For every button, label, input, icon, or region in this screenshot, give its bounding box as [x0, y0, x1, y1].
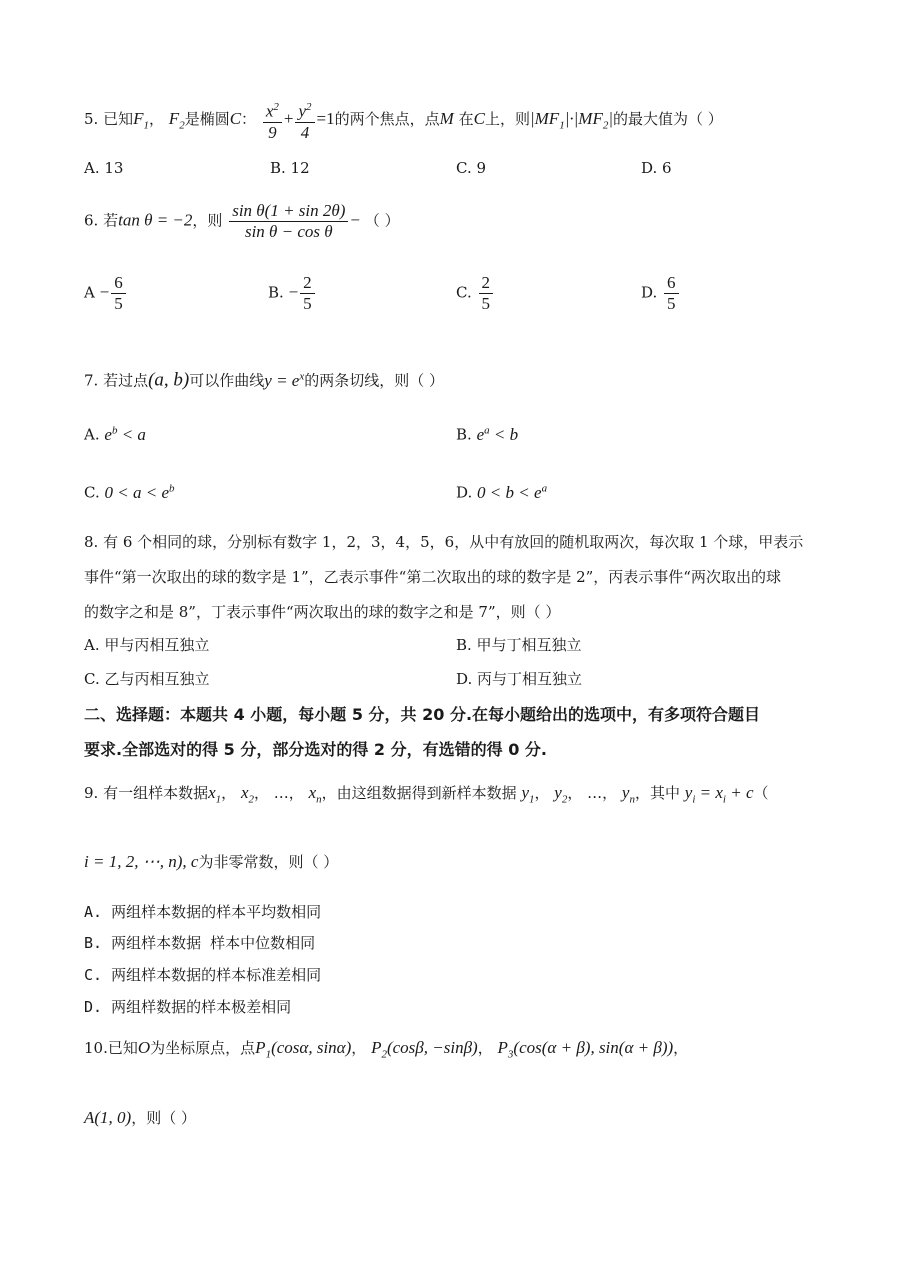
question-10-cont: A(1, 0)，则（ ）	[84, 1108, 196, 1127]
question-9: 9. 有一组样本数据$x_1$， $x_2$， …， $x_n$，由这组数据得到新样本数据 $y_1$， $y_2$， …， $y_n$，其中 $y_i = x_i + c$（	[84, 783, 769, 806]
q8-option-d: D. 丙与丁相互独立	[456, 670, 583, 688]
q5-option-b: B. 12	[270, 159, 310, 177]
q8-line-2: 事件“第一次取出的球的数字是 1”，乙表示事件“第二次取出的球的数字是 2”，丙表示事件“两次取出的球	[84, 568, 781, 586]
formula-q7b: $e^a < b$	[476, 424, 519, 444]
formula-o: O	[137, 1038, 151, 1057]
formula-neg-6-5: $\frac{6}{5}$	[111, 274, 126, 313]
formula-q7c: $0 < a < e^b$	[104, 482, 175, 502]
question-9-cont: i = 1, 2, ⋯, n), c为非零常数，则（ ）	[84, 852, 339, 871]
formula-x2: $x_2$	[240, 783, 254, 806]
q8-line-3: 的数字之和是 8”，丁表示事件“两次取出的球的数字之和是 7”，则（ ）	[84, 603, 561, 621]
formula-curve: $y = e^x$	[264, 370, 305, 390]
formula-point-ab: (a, b)	[148, 369, 190, 391]
q9-option-b: B. 两组样本数据 样本中位数相同	[84, 934, 316, 952]
q9-option-a: A. 两组样本数据的样本平均数相同	[84, 903, 322, 921]
formula-y1: $y_1$	[521, 783, 535, 806]
q7-option-c: C. $0 < a < e^b$	[84, 482, 175, 502]
formula-tan: tan θ = −2	[118, 210, 193, 230]
formula-ellipse-x: $\frac{x^2}{9}$	[263, 98, 282, 142]
q6-option-b: B. − $\frac{2}{5}$	[268, 274, 317, 313]
q8-option-a: A. 甲与丙相互独立	[84, 636, 210, 654]
formula-2-5: $\frac{2}{5}$	[479, 274, 494, 313]
formula-yi: $y_i = x_i + c$	[684, 783, 754, 806]
formula-p2: $P_2(\cos\beta$, −sinβ)	[371, 1038, 478, 1061]
q8-option-b: B. 甲与丁相互独立	[456, 636, 582, 654]
formula-product: $|MF_1|\cdot|MF_2|$	[529, 108, 614, 132]
q5-option-d: D. 6	[641, 159, 672, 177]
formula-c2: C	[473, 108, 485, 128]
formula-q7d: $0 < b < e^a$	[477, 482, 548, 502]
section-2-line-1: 二、选择题：本题共 4 小题，每小题 5 分，共 20 分.在每小题给出的选项中，有多项符合题目	[84, 705, 761, 724]
formula-ellipse-y: $\frac{y^2}{4}$	[295, 98, 314, 142]
q7-option-a: A. $e^b < a$	[84, 424, 146, 444]
formula-index-range: i = 1, 2, ⋯, n), c	[84, 852, 199, 871]
q6-option-c: C. $\frac{2}{5}$	[456, 274, 495, 313]
q9-option-c: C. 两组样本数据的样本标准差相同	[84, 966, 322, 984]
formula-p3: $P_3(\cos(\alpha + \beta)$, sin(α + β))	[497, 1038, 674, 1061]
formula-m: M	[439, 108, 454, 128]
q7-option-b: B. $e^a < b$	[456, 424, 519, 444]
formula-xn: $x_n$	[308, 783, 322, 806]
formula-f2: $F_2$	[168, 108, 185, 132]
question-6: 6. 若tan θ = −2，则 $\frac{\text{sin θ(1 + sin 2θ)}}{\text{sin θ − cos θ}}$ − （ ）	[84, 201, 400, 241]
formula-x1: $x_1$	[208, 783, 222, 806]
question-10: 10.已知O为坐标原点，点$P_1(\cos\alpha$, sinα)， $P_2(\cos\beta$, −sinβ)， $P_3(\cos(\alpha + \beta)$, sin(α + β))，	[84, 1038, 689, 1061]
q5-option-c: C. 9	[456, 159, 487, 177]
question-5: 5. 已知$F_1$， $F_2$是椭圆C： $\frac{x^2}{9}$ + $\frac{y^2}{4}$ =1的两个焦点，点M 在C上，则$|MF_1|\cdot|MF_2|$的最大值为（ ）	[84, 98, 723, 142]
q7-option-d: D. $0 < b < e^a$	[456, 482, 548, 502]
q9-option-d: D. 两组样数据的样本极差相同	[84, 998, 292, 1016]
formula-y2: $y_2$	[554, 783, 568, 806]
q6-option-d: D. $\frac{6}{5}$	[641, 274, 681, 313]
formula-neg-2-5: $\frac{2}{5}$	[300, 274, 315, 313]
formula-a: A(1, 0)	[84, 1108, 132, 1127]
formula-p1: $P_1(\cos\alpha$, sinα)	[255, 1038, 352, 1061]
section-2-line-2: 要求.全部选对的得 5 分，部分选对的得 2 分，有选错的得 0 分.	[84, 740, 547, 759]
formula-6-5: $\frac{6}{5}$	[664, 274, 679, 313]
formula-q7a: $e^b < a$	[104, 424, 146, 444]
q6-option-a: A − $\frac{6}{5}$	[84, 274, 128, 313]
formula-f1: $F_1$	[133, 108, 149, 132]
q8-line-1: 8. 有 6 个相同的球，分别标有数字 1，2，3，4，5，6，从中有放回的随机取两次，每次取 1 个球，甲表示	[84, 533, 804, 551]
question-7: 7. 若过点(a, b)可以作曲线$y = e^x$的两条切线，则（ ）	[84, 369, 445, 391]
formula-yn: $y_n$	[621, 783, 635, 806]
q8-option-c: C. 乙与丙相互独立	[84, 670, 210, 688]
formula-c: C	[229, 108, 242, 128]
formula-q6-fraction: $\frac{\text{sin θ(1 + sin 2θ)}}{\text{sin θ − cos θ}}$	[229, 202, 348, 241]
q5-option-a: A. 13	[84, 159, 124, 177]
